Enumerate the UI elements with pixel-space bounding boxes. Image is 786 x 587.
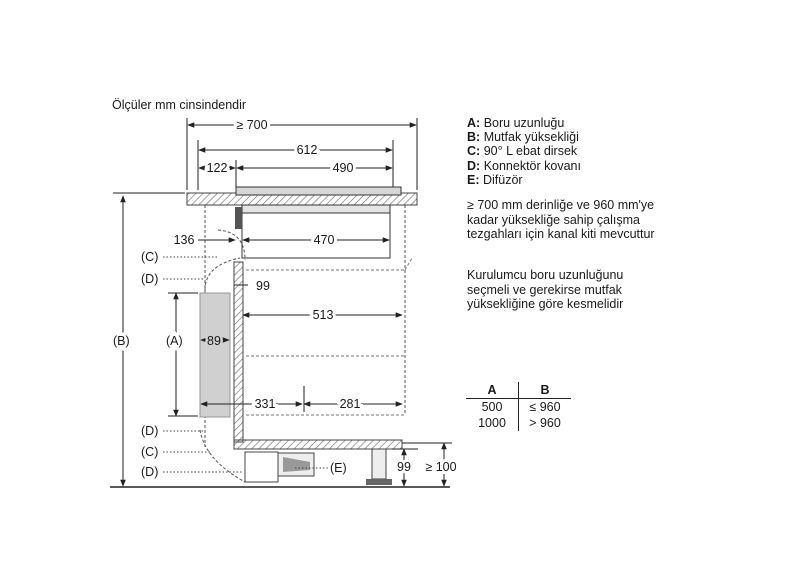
connector-block xyxy=(235,207,242,229)
table-row: 500 ≤ 960 xyxy=(466,399,571,416)
cabinet-back xyxy=(234,262,243,442)
dim-89: 89 xyxy=(207,334,221,348)
legend-item: A: Boru uzunluğu xyxy=(467,116,565,130)
table-row: 1000 > 960 xyxy=(466,415,571,431)
legend-item: E: Difüzör xyxy=(467,172,523,187)
dim-490: 490 xyxy=(332,161,354,175)
dim-100: ≥ 100 xyxy=(425,460,457,474)
label-d-mid: (D) xyxy=(141,424,159,438)
size-table xyxy=(466,382,571,431)
dim-122: 122 xyxy=(206,161,228,175)
label-d-top: (D) xyxy=(141,272,159,286)
table-header-a: A xyxy=(466,382,519,399)
dim-136: 136 xyxy=(173,233,195,247)
cooktop-glass xyxy=(236,187,401,195)
label-b: (B) xyxy=(113,334,130,348)
bottom-shelf xyxy=(234,440,402,449)
cabinet-foot xyxy=(372,449,386,479)
duct-pipe xyxy=(200,293,230,417)
plinth-duct xyxy=(245,452,278,482)
label-c-top: (C) xyxy=(141,250,159,264)
units-note: Ölçüler mm cinsindendir xyxy=(112,98,247,112)
label-e: (E) xyxy=(330,461,347,475)
dim-99: 99 xyxy=(256,279,270,293)
label-a: (A) xyxy=(166,334,183,348)
legend-item: C: 90° L ebat dirsek xyxy=(467,144,578,159)
label-d-bottom: (D) xyxy=(141,465,159,479)
dim-99-plinth: 99 xyxy=(397,460,411,474)
legend-item: D: Konnektör kovanı xyxy=(467,158,581,173)
dim-281: 281 xyxy=(339,397,361,411)
dim-612: 612 xyxy=(296,143,318,157)
dim-470: 470 xyxy=(313,233,335,247)
legend xyxy=(467,116,581,187)
dim-331: 331 xyxy=(254,397,276,411)
note-installer: Kurulumcu boru uzunluğunu seçmeli ve gerekirse mutfak yüksekliğine göre kesmelidir xyxy=(467,268,624,311)
dim-700: ≥ 700 xyxy=(236,118,268,132)
cooktop-top-band xyxy=(242,205,390,213)
label-c-bottom: (C) xyxy=(141,445,159,459)
legend-item: B: Mutfak yüksekliği xyxy=(467,130,579,145)
dim-513: 513 xyxy=(312,308,334,322)
table-header-b: B xyxy=(519,382,572,399)
note-kit: ≥ 700 mm derinliğe ve 960 mm'ye kadar yüksekliğe sahip çalışma tezgahları için kanal kiti mevcuttur xyxy=(467,198,655,241)
